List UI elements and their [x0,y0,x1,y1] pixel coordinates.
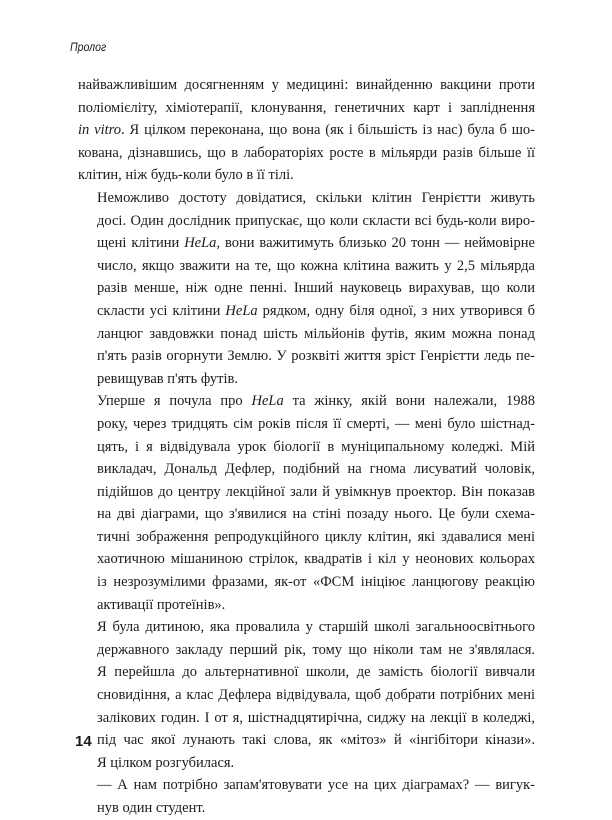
text-line: щені клітини HeLa, вони важитимуть близько 20 тонн — неймовірне [97,235,535,252]
text-line: Я цілком розгубилася. [97,754,235,771]
text-line: підійшов до центру лекційної зали й увімкнув проектор. Він показав [97,483,535,500]
text-line: сновидіння, а клас Дефлера відвідувала, щоб добрати потрібних мені [97,687,535,704]
paragraph [78,74,535,187]
paragraph [78,187,535,390]
text-line: залікових годин. І от я, шістнадцятирічна, сиджу на лекції в коледжі, [97,709,535,726]
text-line: скласти усі клітини HeLa рядком, одну біля одної, з них утворився б [97,302,536,319]
paragraph [78,616,535,774]
text-line: під час якої лунають такі слова, як «мітоз» й «інгібітори кінази». [97,732,535,749]
body-text [78,74,535,820]
paragraph [78,774,535,819]
paragraph [78,390,535,616]
text-line: викладач, Дональд Дефлер, подібний на гнома лисуватий чоловік, [97,461,535,478]
running-head: Пролог [70,40,107,54]
text-line: досі. Один дослідник припускає, що коли скласти всі будь-коли виро- [97,212,535,229]
text-line: клітин, ніж будь-коли було в її тілі. [78,167,294,184]
text-line: цять, і я відвідувала урок біології в муніципальному коледжі. Мій [97,438,535,455]
text-line: in vitro. Я цілком переконана, що вона (як і більшість із нас) була б шо- [78,122,535,139]
text-line: державного закладу перший рік, тому що ніколи там не з'являлася. [97,641,535,658]
text-line: кована, дізнавшись, що в лабораторіях росте в мільярди разів більше її [78,144,535,161]
text-line: поліомієліту, хіміотерапії, клонування, генетичних карт і запліднення [78,99,535,116]
text-line: Я була дитиною, яка провалила у старшій школі загальноосвітнього [97,619,535,636]
text-line: число, якщо зважити на те, що кожна клітина важить у 2,5 мільярда [97,257,535,274]
text-line: ревищував п'ять футів. [97,370,239,387]
page-number: 14 [75,733,92,750]
text-line: року, через тридцять сім років після її смерті, — мені було шістнад- [97,415,535,432]
text-line: п'ять разів огорнути Землю. У розквіті життя зріст Генрієтти ледь пе- [97,348,535,365]
text-line: нув один студент. [97,800,206,816]
text-line: разів менше, ніж одне пенні. Інший науковець вирахував, що коли [97,280,535,297]
text-line: — А нам потрібно запам'ятовувати усе на цих діаграмах? — вигук- [97,777,535,794]
text-line: Уперше я почула про HeLa та жінку, якій вони належали, 1988 [97,393,535,410]
text-line: тичні зображення репродукційного циклу клітин, які здавалися мені [97,528,535,545]
text-line: із незрозумілими фразами, як-от «ФСМ ініціює ланцюгову реакцію [97,574,535,591]
text-line: ланцюг завдовжки понад шість мільйонів футів, яким можна понад [97,325,535,342]
text-line: Я перейшла до альтернативної школи, де замість біології вивчали [97,664,535,681]
text-line: Неможливо достоту довідатися, скільки клітин Генрієтти живуть [97,189,535,206]
text-line: хаотичною мішаниною стрілок, квадратів і кіл у неонових кольорах [97,551,535,568]
text-line: на дві діаграми, що з'явилися на стіні позаду нього. Це були схема- [97,506,535,523]
text-line: найважливішим досягненням у медицині: винайденню вакцини проти [78,77,535,93]
text-line: активації протеїнів». [97,596,226,613]
